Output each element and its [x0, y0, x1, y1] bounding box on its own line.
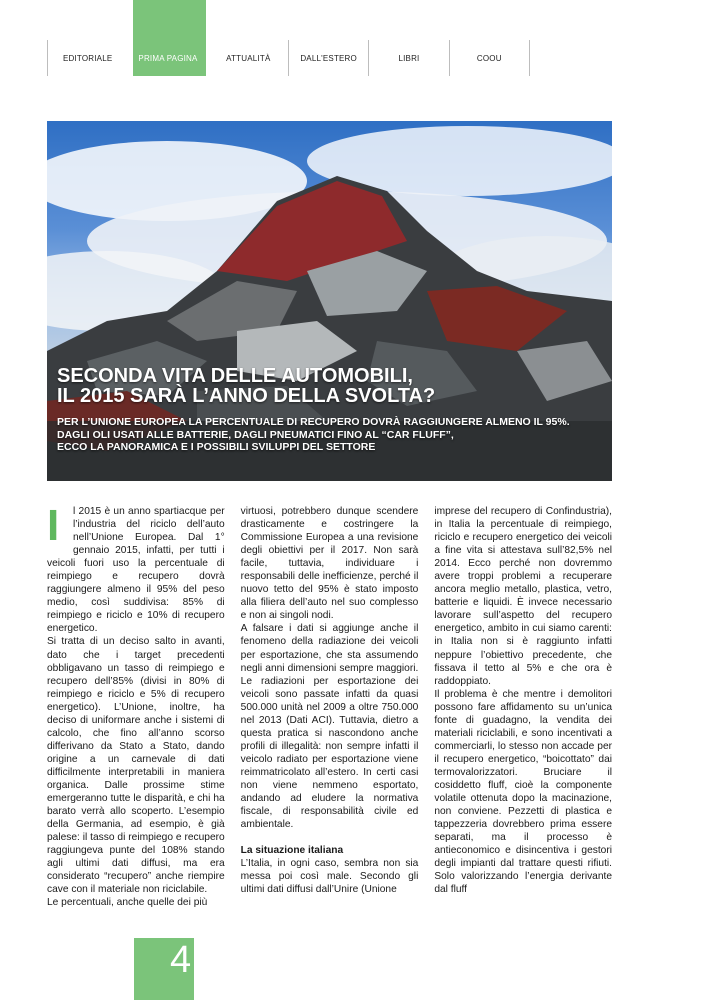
- section-nav: [47, 40, 530, 76]
- article-subtitle: [57, 416, 602, 454]
- article-paragraph: Le percentuali, anche quelle dei più: [47, 897, 208, 909]
- article-paragraph: L’Italia, in ogni caso, sembra non sia messa poi così male. Secondo gli ultimi dati diffusi dall’Unire (Unione: [240, 858, 419, 896]
- article-paragraph: Si tratta di un deciso salto in avanti, dato che i target precedenti obbligavano un tasso di reimpiego e recupero dell’85% (divisi in 80% di reimpiego e riciclo e 5% di recupero energetico). L’Unione, inoltre, ha deciso di uniformare anche i sistemi di calcolo, che fino all’anno scorso differivano da Stato a Stato, dando origine a un carnevale di dati difficilmente interpretabili in maniera organica. Dalle prossime stime emergeranno tutte le disparità, e chi ha barato verrà allo scoperto. L’esempio della Germania, ad esempio, è già palese: il tasso di reimpiego e recupero raggiungeva punte del 108% stando agli ultimi dati diffusi, ma era considerato “recupero” anche riempire cave con il materiale non riciclabile.: [47, 636, 225, 896]
- article-subtitle-line: PER L’UNIONE EUROPEA LA PERCENTUALE DI RECUPERO DOVRÀ RAGGIUNGERE ALMENO IL 95%.: [57, 416, 570, 428]
- drop-cap: I: [47, 501, 60, 550]
- nav-item-libri[interactable]: [368, 40, 448, 76]
- article-body: [47, 501, 613, 930]
- nav-item-editoriale[interactable]: [47, 40, 127, 76]
- nav-item-dall-estero[interactable]: [288, 40, 368, 76]
- article-title-line: SECONDA VITA DELLE AUTOMOBILI,: [57, 365, 413, 387]
- nav-item-coou[interactable]: [449, 40, 530, 76]
- article-paragraph: imprese del recupero di Confindustria), in Italia la percentuale di reimpiego, riciclo e recupero energetico dei veicoli a fine vita si attestava sull’82,5% nel 2014. Ecco perché non dovremmo avere troppi problemi a recuperare ancora meglio metallo, plastica, vetro, batterie e liquidi. È invece necessario lavorare sull’aspetto del recupero energetico, ambito in cui siamo carenti: in Italia non si è raggiunto infatti neppure l’obiettivo precedente, che fissava il tetto al 5% e che ora è raddoppiato.: [434, 506, 613, 687]
- nav-item-attualita[interactable]: [208, 40, 288, 76]
- article-title: [57, 366, 602, 406]
- article-subtitle-line: ECCO LA PANORAMICA E I POSSIBILI SVILUPPI DEL SETTORE: [57, 441, 376, 453]
- article-title-line: IL 2015 SARÀ L’ANNO DELLA SVOLTA?: [57, 385, 436, 407]
- nav-label: LIBRI: [398, 54, 420, 63]
- page-number: 4: [170, 939, 192, 981]
- nav-label: COOU: [476, 54, 502, 63]
- article-paragraph: A falsare i dati si aggiunge anche il fenomeno della radiazione dei veicoli per esportazione, che sta assumendo negli anni dimensioni sempre maggiori. Le radiazioni per esportazione dei veicoli sono passate infatti da quasi 500.000 unità nel 2009 a oltre 750.000 nel 2013 (Dati ACI). Tuttavia, dietro a questa pratica si nascondono anche profili di illegalità: non sempre infatti il veicolo radiato per esportazione viene reimmatricolato all’estero. In certi casi non viene nemmeno esportato, andando ad eludere la normativa fiscale, di responsabilità civile ed ambientale.: [240, 623, 419, 831]
- nav-label: PRIMA PAGINA: [138, 54, 198, 63]
- nav-item-prima-pagina[interactable]: [127, 40, 207, 76]
- nav-label: DALL'ESTERO: [300, 54, 357, 63]
- nav-label: ATTUALITÀ: [226, 54, 271, 63]
- article-paragraph: virtuosi, potrebbero dunque scendere drasticamente e costringere la Commissione Europea a una revisione degli obiettivi per il 2017. Non sarà facile, tuttavia, individuare i responsabili delle inefficienze, perché il nuovo tetto del 95% è stato imposto alla filiera dell’auto nel suo complesso e non ai singoli nodi.: [240, 506, 419, 622]
- paragraph-text: l 2015 è un anno spartiacque per l’industria del riciclo dell’auto nell’Unione Europea. Dal 1° gennaio 2015, infatti, per tutti i veicoli fuori uso la percentuale di reimpiego e recupero dovrà raggiungere almeno il 95% del peso medio, così suddivisa: 85% di reimpiego e riciclo e 10% di recupero energetico.: [47, 506, 225, 635]
- article-column-1: [47, 501, 225, 930]
- article-column-3: [434, 505, 612, 930]
- nav-label: EDITORIALE: [62, 54, 113, 63]
- hero-image: [47, 121, 612, 481]
- article-subtitle-line: DAGLI OLI USATI ALLE BATTERIE, DAGLI PNEUMATICI FINO AL “CAR FLUFF”,: [57, 428, 454, 441]
- article-paragraph: Il problema è che mentre i demolitori possono fare affidamento su un’unica fonte di guadagno, la vendita dei materiali riciclabili, e sono incentivati a commerciarli, lo stesso non accade per il recupero energetico, “boicottato” dai termovalorizzatori. Bruciare il cosiddetto fluff, cioè la componente volatile ottenuta dopo la macinazione, non conviene. Pezzetti di plastica e tappezzeria dovrebbero prima essere separati, ma il processo è antieconomico e disincentiva i gestori degli impianti dal trattare questi rifiuti. Solo valorizzando l’energia derivante dal fluff: [434, 688, 613, 896]
- article-column-2: [241, 505, 419, 930]
- article-paragraph: [47, 501, 225, 635]
- hero-text: [57, 366, 602, 454]
- article-subheading: La situazione italiana: [240, 845, 344, 857]
